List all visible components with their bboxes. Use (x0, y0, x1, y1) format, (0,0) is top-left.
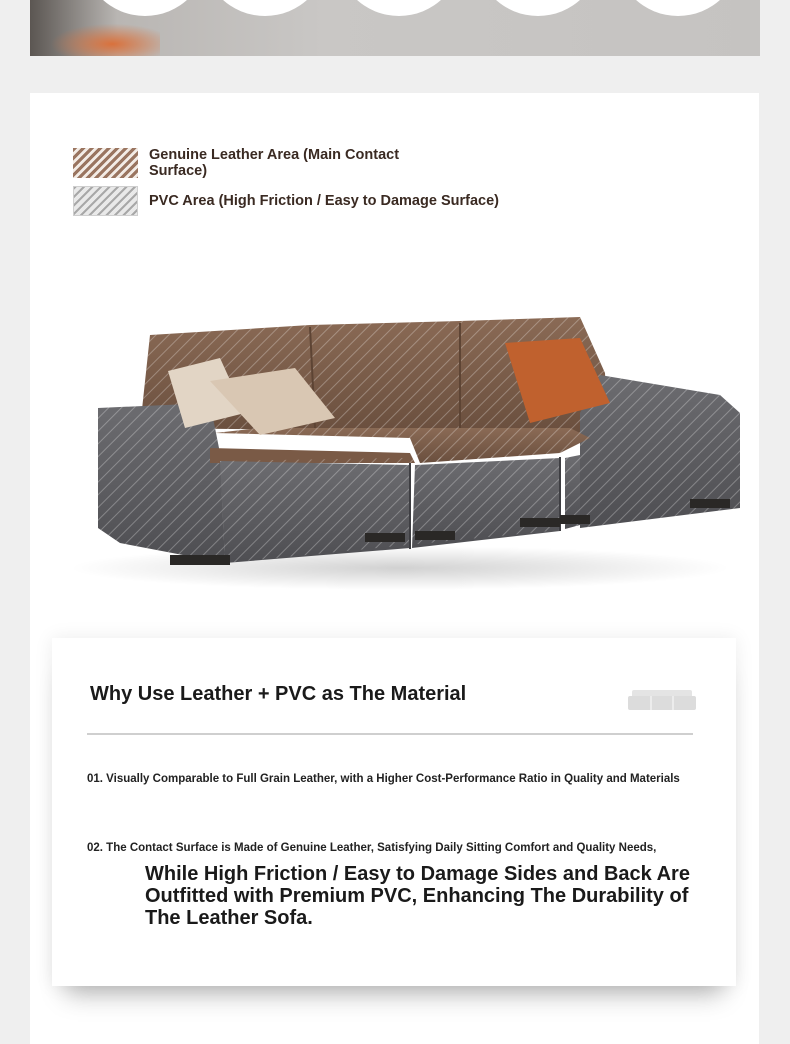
pvc-swatch-icon (73, 186, 138, 216)
point-02-emphasis: While High Friction / Easy to Damage Sides and Back Are Outfitted with Premium PVC, Enhancing The Durability of The Leather Sofa. (145, 863, 690, 929)
legend-pvc (73, 186, 509, 216)
banner-orange-accent (40, 20, 160, 56)
banner-circle (82, 0, 208, 16)
banner-circle (336, 0, 462, 16)
material-card (30, 93, 759, 1044)
banner-circle (475, 0, 601, 16)
mini-sofa-icon (628, 690, 696, 712)
legend-leather-label: Genuine Leather Area (Main Contact Surface) (149, 147, 400, 179)
banner-circle (202, 0, 328, 16)
top-banner-image (30, 0, 760, 56)
section-title: Why Use Leather + PVC as The Material (90, 683, 467, 705)
sofa-illustration (60, 303, 740, 603)
legend-leather (73, 147, 419, 179)
point-01: 01. Visually Comparable to Full Grain Leather, with a Higher Cost-Performance Ratio in Quality and Materials (87, 773, 680, 785)
banner-circle (615, 0, 741, 16)
leather-swatch-icon (73, 148, 138, 178)
material-info-panel (52, 638, 736, 986)
legend-pvc-label: PVC Area (High Friction / Easy to Damage Surface) (149, 193, 499, 209)
section-divider (87, 733, 693, 735)
point-02: 02. The Contact Surface is Made of Genuine Leather, Satisfying Daily Sitting Comfort and Quality Needs, (87, 842, 657, 854)
sofa-icon (60, 303, 740, 603)
